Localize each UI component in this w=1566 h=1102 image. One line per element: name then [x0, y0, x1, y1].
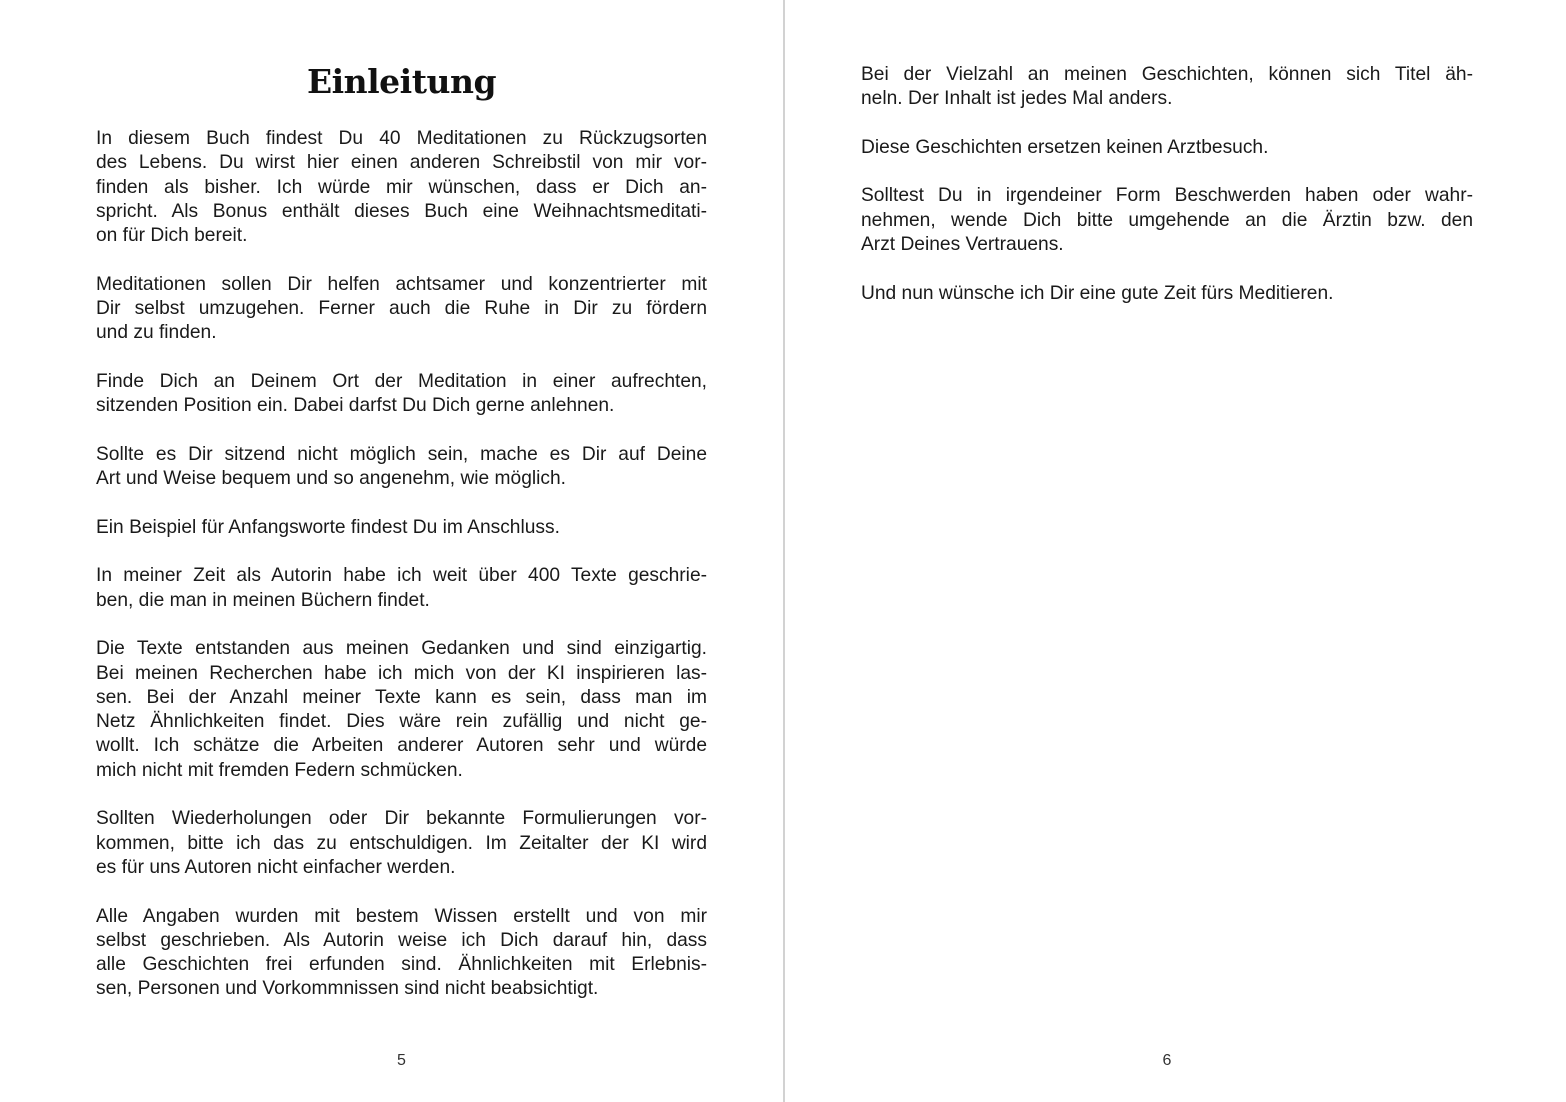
text-line: es für uns Autoren nicht einfacher werden. [96, 856, 456, 878]
text-line: Meditationen sollen Dir helfen achtsamer und konzentrierter mit [96, 273, 707, 295]
text-line: neln. Der Inhalt ist jedes Mal anders. [861, 88, 1173, 110]
text-line: des Lebens. Du wirst hier einen anderen Schreibstil von mir vor- [96, 152, 707, 174]
text-line: sen, Personen und Vorkommnissen sind nicht beabsichtigt. [96, 978, 599, 1000]
paragraph [96, 370, 707, 419]
text-line: Ein Beispiel für Anfangsworte findest Du im Anschluss. [96, 516, 560, 538]
text-line: In diesem Buch findest Du 40 Meditationen zu Rückzugsorten [96, 128, 707, 149]
paragraph [861, 184, 1473, 257]
text-line: alle Geschichten frei erfunden sind. Ähnlichkeiten mit Erlebnis- [96, 954, 707, 976]
text-line: Finde Dich an Deinem Ort der Meditation in einer aufrechten, [96, 370, 707, 392]
paragraph [96, 564, 707, 613]
paragraph [96, 273, 707, 346]
paragraph [96, 127, 707, 248]
text-line: sitzenden Position ein. Dabei darfst Du Dich gerne anlehnen. [96, 395, 615, 417]
text-line: Die Texte entstanden aus meinen Gedanken und sind einzigartig. [96, 638, 707, 660]
right-page [785, 0, 1566, 1102]
text-line: kommen, bitte ich das zu entschuldigen. Im Zeitalter der KI wird [96, 832, 707, 854]
paragraph [96, 516, 707, 540]
right-page-text [861, 63, 1473, 330]
page-number-left: 5 [397, 1052, 406, 1069]
text-line: Sollten Wiederholungen oder Dir bekannte Formulierungen vor- [96, 808, 707, 830]
paragraph [861, 63, 1473, 112]
text-line: wollt. Ich schätze die Arbeiten anderer Autoren sehr und würde [96, 735, 707, 757]
chapter-title: Einleitung [306, 62, 497, 101]
text-line: Netz Ähnlichkeiten findet. Dies wäre rein zufällig und nicht ge- [96, 711, 707, 733]
paragraph [96, 637, 707, 783]
text-line: Diese Geschichten ersetzen keinen Arztbesuch. [861, 136, 1269, 158]
text-line: nehmen, wende Dich bitte umgehende an die Ärztin bzw. den [861, 209, 1473, 231]
text-line: In meiner Zeit als Autorin habe ich weit über 400 Texte geschrie- [96, 565, 707, 587]
text-line: ben, die man in meinen Büchern findet. [96, 589, 430, 611]
paragraph [96, 807, 707, 880]
text-line: und zu finden. [96, 322, 217, 344]
text-line: Solltest Du in irgendeiner Form Beschwerden haben oder wahr- [861, 185, 1473, 207]
paragraph [96, 905, 707, 1002]
text-line: Dir selbst umzugehen. Ferner auch die Ruhe in Dir zu fördern [96, 298, 707, 320]
text-line: Alle Angaben wurden mit bestem Wissen erstellt und von mir [96, 905, 707, 927]
text-line: Bei meinen Recherchen habe ich mich von der KI inspirieren las- [96, 662, 707, 684]
text-line: Sollte es Dir sitzend nicht möglich sein, mache es Dir auf Deine [96, 443, 707, 465]
page-number-right: 6 [1162, 1052, 1172, 1069]
text-line: Art und Weise bequem und so angenehm, wie möglich. [96, 468, 567, 490]
text-line: Und nun wünsche ich Dir eine gute Zeit fürs Meditieren. [861, 282, 1334, 304]
paragraph [96, 443, 707, 492]
text-line: finden als bisher. Ich würde mir wünschen, dass er Dich an- [96, 176, 707, 198]
text-line: Arzt Deines Vertrauens. [861, 234, 1064, 256]
paragraph [861, 282, 1473, 306]
text-line: selbst geschrieben. Als Autorin weise ich Dich darauf hin, dass [96, 929, 707, 951]
text-line: on für Dich bereit. [96, 225, 248, 247]
text-line: Bei der Vielzahl an meinen Geschichten, können sich Titel äh- [861, 64, 1473, 85]
paragraph [861, 136, 1473, 160]
left-page-text [96, 127, 707, 1026]
text-line: sen. Bei der Anzahl meiner Texte kann es sein, dass man im [96, 686, 707, 708]
text-line: spricht. Als Bonus enthält dieses Buch eine Weihnachtsmeditati- [96, 200, 707, 222]
text-line: mich nicht mit fremden Federn schmücken. [96, 759, 463, 781]
